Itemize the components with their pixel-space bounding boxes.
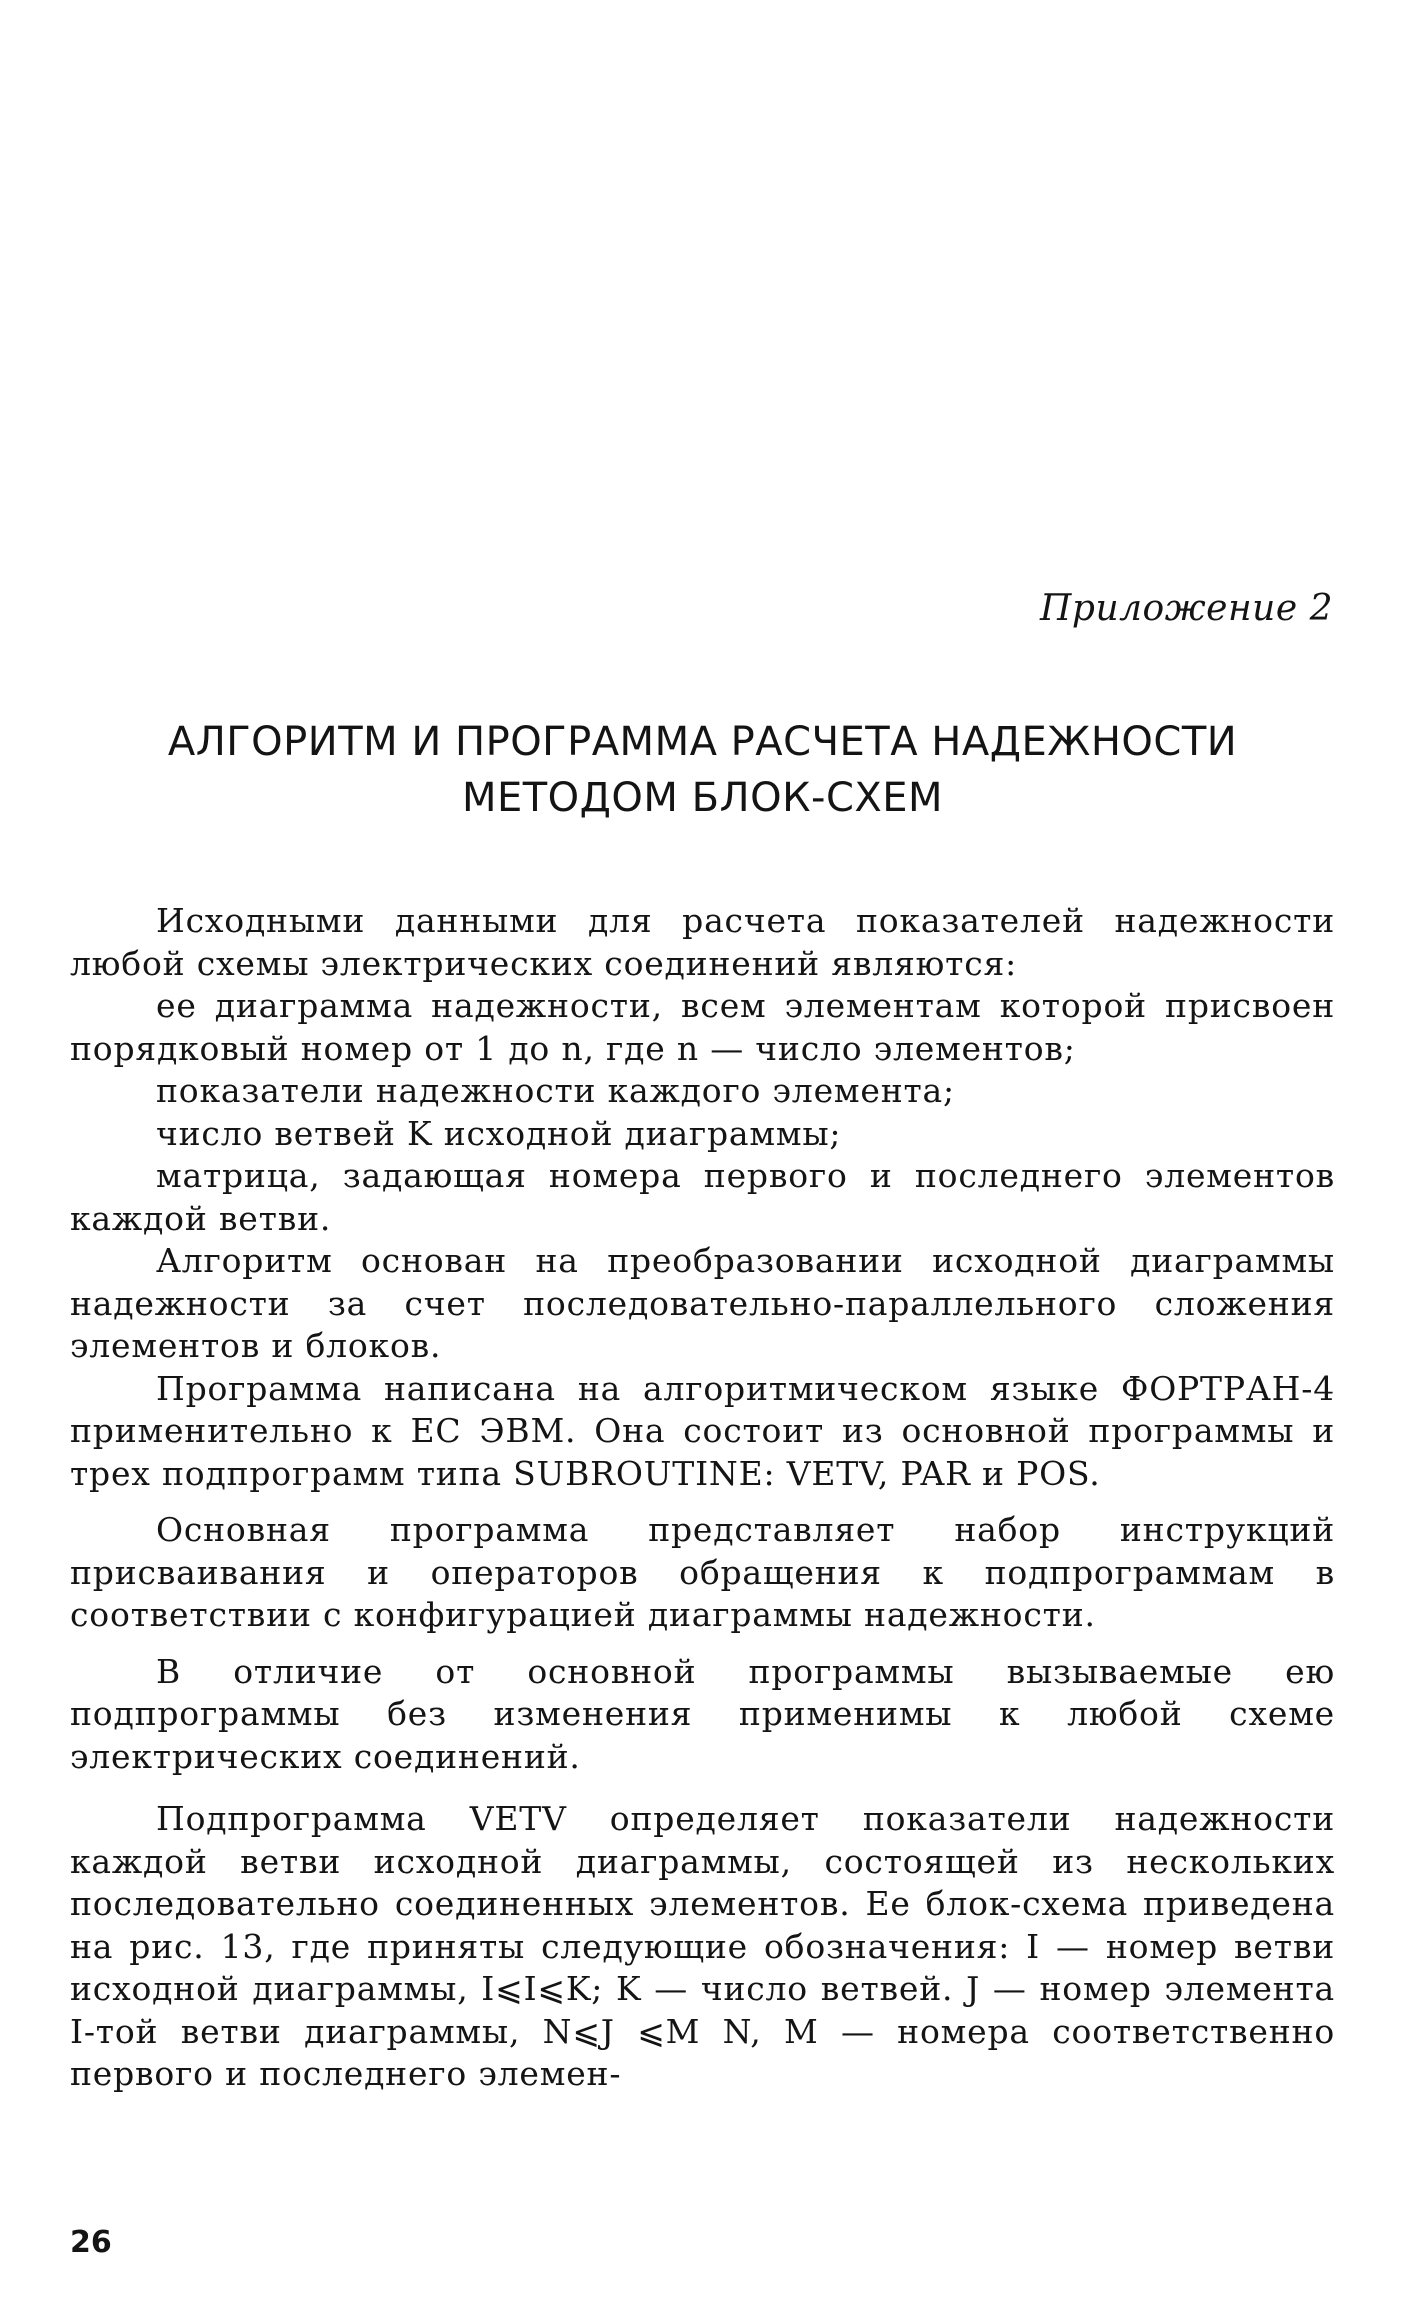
appendix-label: Приложение 2 [1040,588,1333,629]
paragraph-intro: Исходными данными для расчета показателей надежности любой схемы электрических соединений являются: [70,901,1335,983]
list-item-indicators: показатели надежности каждого элемента; [156,1071,955,1110]
body-text [70,900,1335,2096]
page-number: 26 [70,2225,112,2260]
list-item-diagram: ее диаграмма надежности, всем элементам которой присвоен порядковый номер от 1 до n, где n — число элементов; [70,986,1335,1068]
paragraph-main-program: Основная программа представляет набор инструкций присваивания и операторов обращения к подпрограммам в соответствии с конфигурацией диаграммы надежности. [70,1510,1335,1634]
paragraph-subprograms: В отличие от основной программы вызываемые ею подпрограммы без изменения применимы к любой схеме электрических соединений. [70,1651,1335,1776]
list-item-matrix: матрица, задающая номера первого и последнего элементов каждой ветви. [70,1156,1335,1238]
page-title [70,714,1335,826]
title-line-2: МЕТОДОМ БЛОК-СХЕМ [461,775,944,821]
paragraph-program: Программа написана на алгоритмическом языке ФОРТРАН-4 применительно к ЕС ЭВМ. Она состоит из основной программы и трех подпрограмм типа SUBROUTINE: VETV, PAR и POS. [70,1368,1335,1493]
list-item-branches: число ветвей K исходной диаграммы; [156,1113,842,1153]
paragraph-vetv: Подпрограмма VETV определяет показатели надежности каждой ветви исходной диаграммы, состоящей из нескольких последовательно соединенных элементов. Ее блок-схема приведена на рис. 13, где приняты следующие обозначения: I — номер ветви исходной диаграммы, I⩽I⩽K; K — число ветвей. J — номер элемента I-той ветви диаграммы, N⩽J ⩽M N, M — номера соответственно первого и последнего элемен- [70,1799,1335,2093]
title-line-1: АЛГОРИТМ И ПРОГРАММА РАСЧЕТА НАДЕЖНОСТИ [167,719,1238,765]
paragraph-algorithm: Алгоритм основан на преобразовании исходной диаграммы надежности за счет последовательно-параллельного сложения элементов и блоков. [70,1241,1335,1365]
